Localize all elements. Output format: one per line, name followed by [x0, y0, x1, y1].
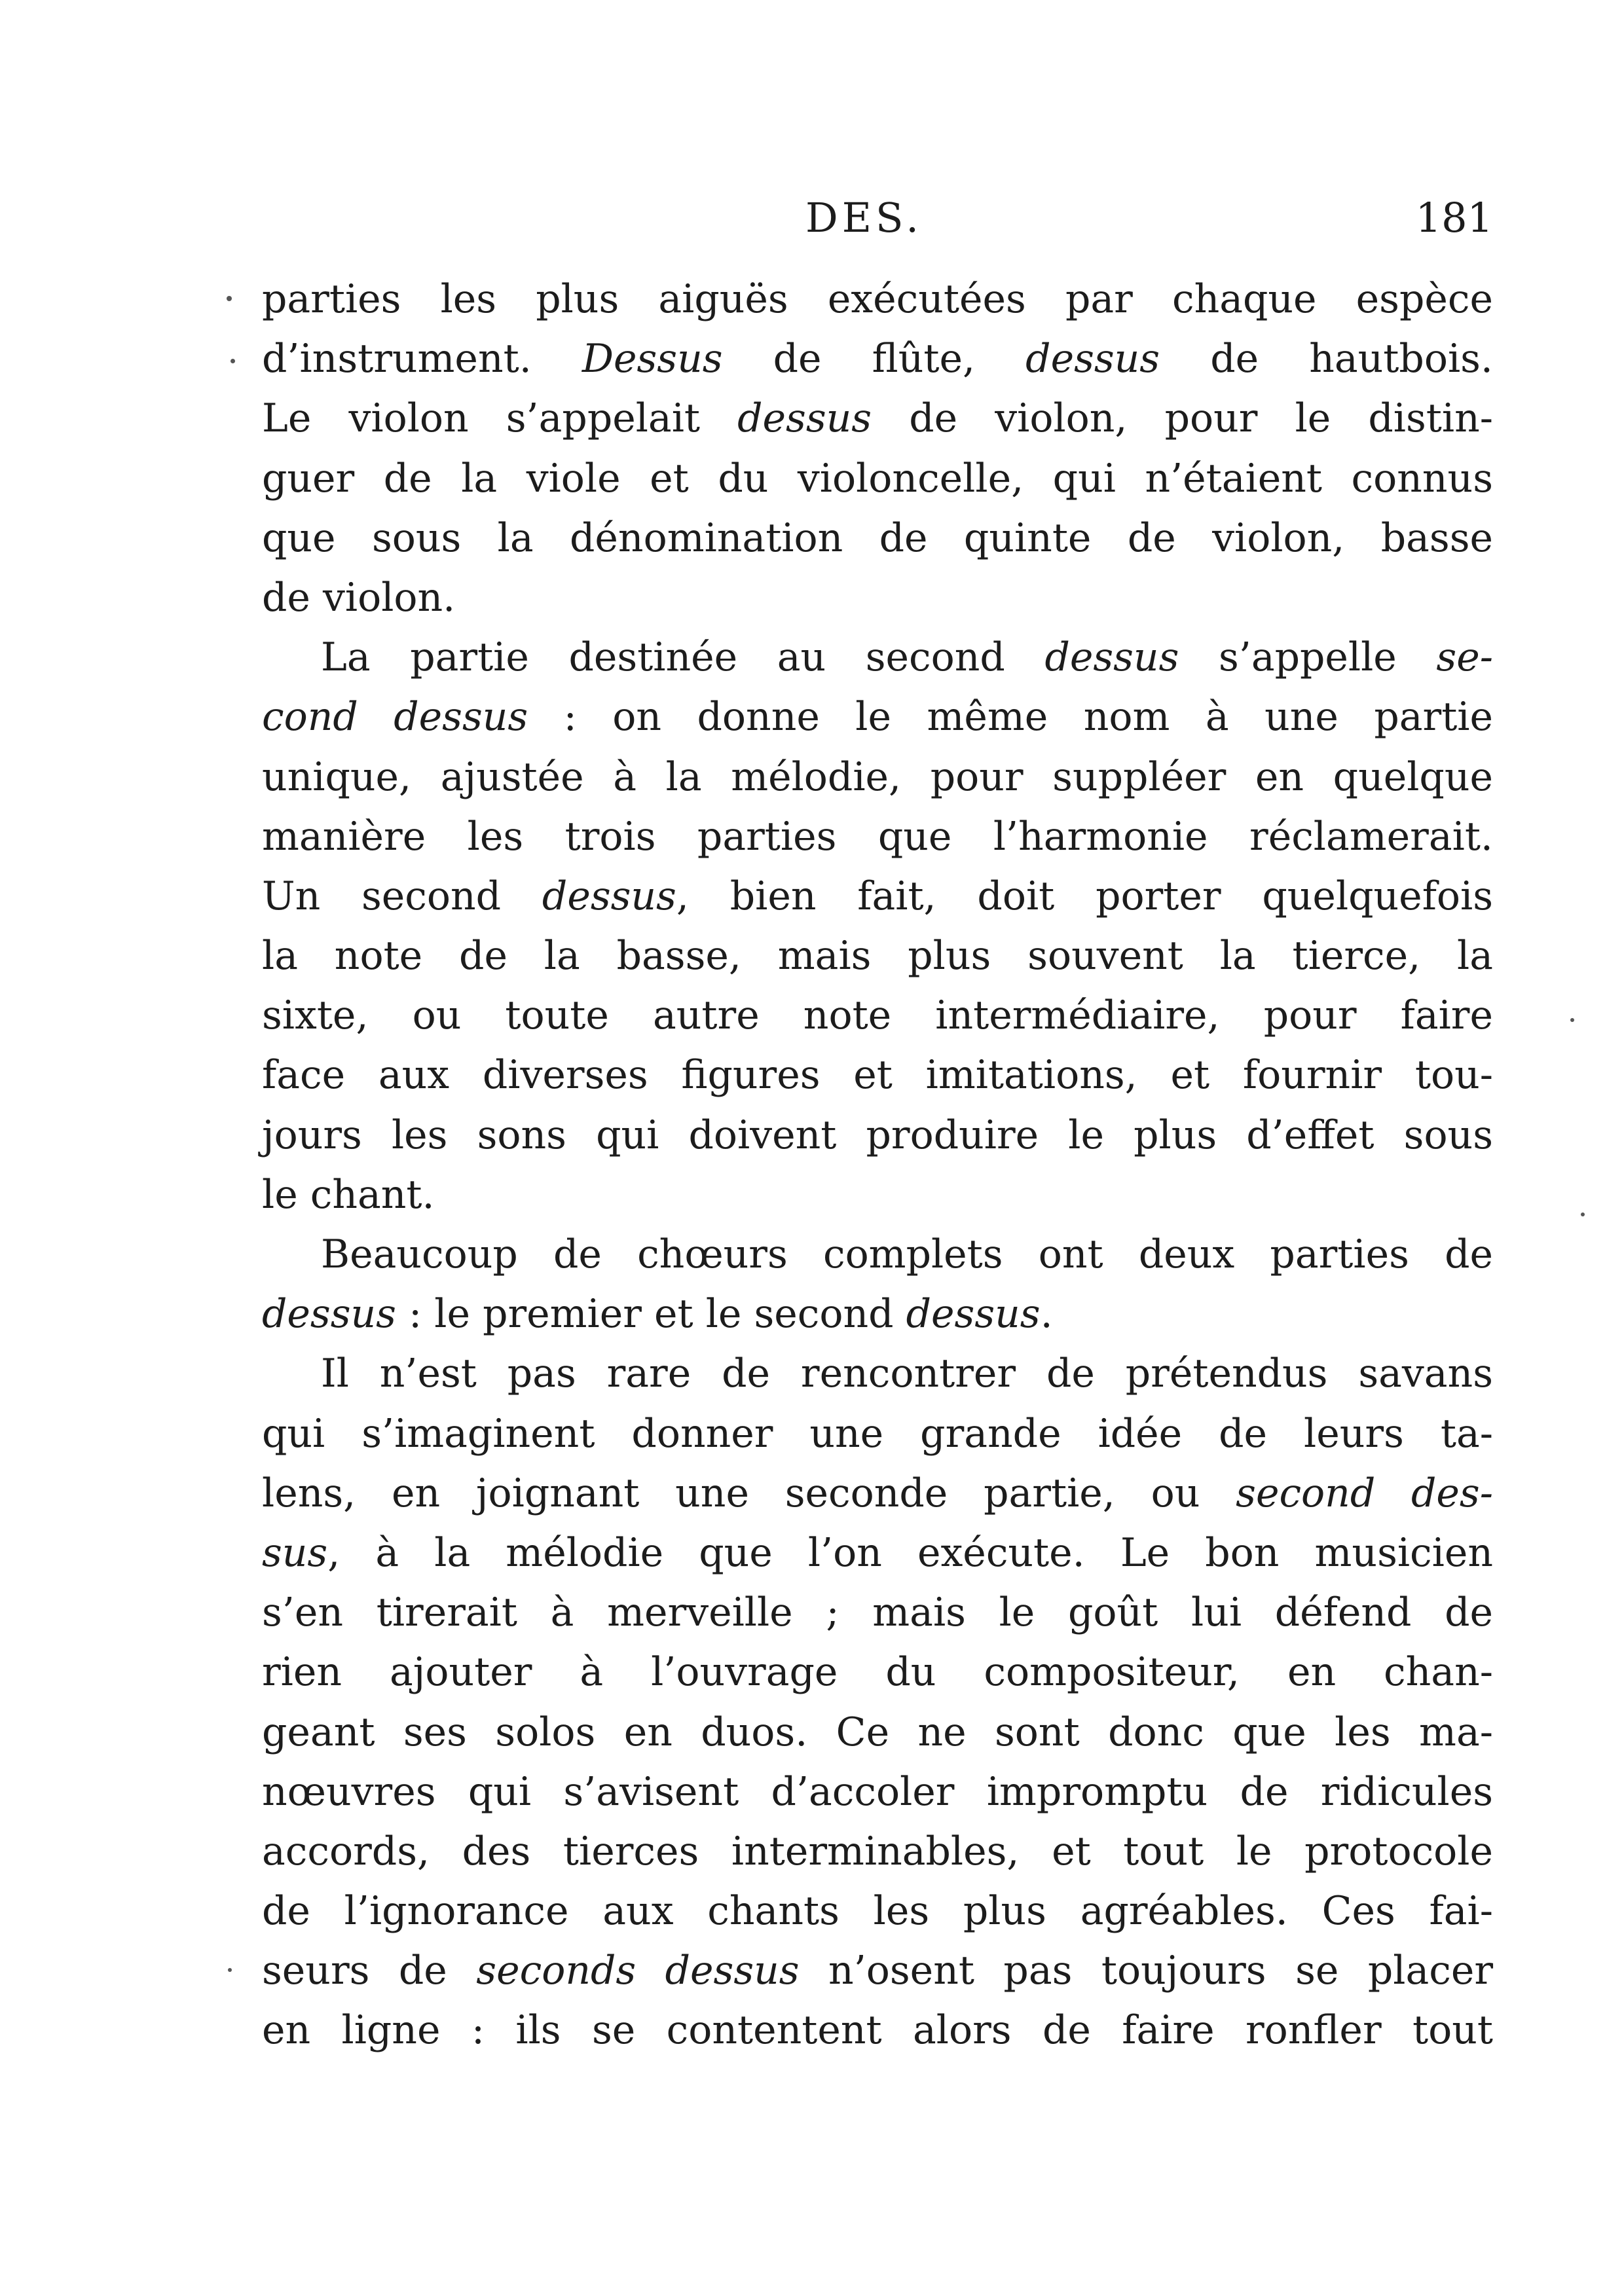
text-line — [262, 1464, 1493, 1523]
italic-term: Dessus — [581, 336, 723, 382]
text-line — [262, 1822, 1493, 1882]
text-run: geant ses solos en duos. Ce ne sont donc que les ma- — [262, 1709, 1493, 1755]
text-line — [262, 270, 1493, 329]
text-run: le chant. — [262, 1171, 435, 1218]
text-run: nœuvres qui s’avisent d’accoler impromptu de ridicules — [262, 1768, 1493, 1815]
text-line — [262, 1583, 1493, 1643]
text-line — [262, 509, 1493, 568]
text-run: la note de la basse, mais plus souvent la tierce, la — [262, 933, 1493, 979]
text-line — [262, 2001, 1493, 2060]
text-line — [262, 986, 1493, 1046]
text-run: qui s’imaginent donner une grande idée de leurs ta- — [262, 1410, 1493, 1457]
text-run: accords, des tierces interminables, et tout le protocole — [262, 1828, 1493, 1874]
text-run: unique, ajustée à la mélodie, pour suppléer en quelque — [262, 754, 1493, 800]
text-line — [262, 1285, 1493, 1344]
text-line — [262, 1046, 1493, 1105]
text-run: , bien fait, doit porter quelquefois — [676, 873, 1494, 919]
print-speck — [1581, 1212, 1585, 1216]
italic-term: second des- — [1236, 1470, 1493, 1516]
text-line — [262, 1106, 1493, 1165]
running-head-title: DES. — [805, 194, 923, 242]
page-number: 181 — [1415, 194, 1493, 242]
italic-term: dessus — [1044, 634, 1179, 681]
text-run: : le premier et le second — [396, 1291, 906, 1338]
italic-term: dessus — [542, 873, 676, 919]
text-line — [262, 1523, 1493, 1583]
text-line — [262, 449, 1493, 509]
text-run: seurs de — [262, 1948, 477, 1994]
print-speck — [1570, 1018, 1574, 1022]
italic-term: se- — [1436, 634, 1493, 681]
text-run: guer de la viole et du violoncelle, qui n’étaient connus — [262, 455, 1493, 501]
italic-term: cond dessus — [262, 694, 528, 740]
italic-term: dessus — [737, 395, 872, 442]
text-run: Le violon s’appelait — [262, 395, 738, 442]
text-run: face aux diverses figures et imitations, et fournir tou- — [262, 1052, 1493, 1099]
text-run: manière les trois parties que l’harmonie réclamerait. — [262, 813, 1493, 860]
text-run: de l’ignorance aux chants les plus agréables. Ces fai- — [262, 1888, 1493, 1935]
text-run: s’en tirerait à merveille ; mais le goût lui défend de — [262, 1590, 1493, 1636]
text-run: . — [1040, 1291, 1053, 1338]
text-run: en ligne : ils se contentent alors de faire ronfler tout — [262, 2007, 1493, 2054]
text-run: : on donne le même nom à une partie — [528, 694, 1493, 740]
text-line — [262, 748, 1493, 807]
print-speck — [231, 359, 235, 363]
text-run: de flûte, — [722, 336, 1026, 382]
italic-term: dessus — [1025, 336, 1160, 382]
text-run: Beaucoup de chœurs complets ont deux parties de — [321, 1231, 1493, 1277]
running-head — [262, 189, 1493, 247]
text-line — [262, 1882, 1493, 1941]
text-line — [262, 1643, 1493, 1702]
text-line — [262, 1703, 1493, 1762]
text-run: jours les sons qui doivent produire le plus d’effet sous — [262, 1112, 1493, 1158]
text-run: que sous la dénomination de quinte de violon, basse — [262, 515, 1493, 561]
italic-term: seconds dessus — [476, 1948, 800, 1994]
text-line — [262, 568, 1493, 628]
text-line — [262, 1225, 1493, 1285]
text-line — [262, 1344, 1493, 1404]
text-run: de hautbois. — [1160, 336, 1493, 382]
text-line — [262, 867, 1493, 926]
italic-term: dessus — [906, 1291, 1041, 1338]
text-run: Un second — [262, 873, 542, 919]
text-run: , à la mélodie que l’on exécute. Le bon musicien — [327, 1529, 1493, 1576]
text-line — [262, 628, 1493, 687]
text-line — [262, 1941, 1493, 2001]
body-text — [262, 270, 1493, 2061]
italic-term: sus — [262, 1529, 328, 1576]
text-run: s’appelle — [1179, 634, 1437, 681]
text-run: rien ajouter à l’ouvrage du compositeur, en chan- — [262, 1649, 1493, 1696]
text-line — [262, 687, 1493, 747]
text-line — [262, 807, 1493, 867]
text-line — [262, 389, 1493, 448]
text-run: parties les plus aiguës exécutées par chaque espèce — [262, 276, 1493, 322]
text-line — [262, 1762, 1493, 1822]
print-speck — [227, 296, 232, 301]
text-run: La partie destinée au second — [321, 634, 1045, 681]
text-run: sixte, ou toute autre note intermédiaire, pour faire — [262, 993, 1493, 1039]
italic-term: dessus — [262, 1291, 396, 1338]
text-run: n’osent pas toujours se placer — [799, 1948, 1494, 1994]
text-run: lens, en joignant une seconde partie, ou — [262, 1470, 1236, 1516]
text-line — [262, 329, 1493, 389]
text-line — [262, 1165, 1493, 1225]
text-line — [262, 1404, 1493, 1464]
text-run: de violon. — [262, 574, 456, 621]
text-line — [262, 926, 1493, 986]
text-run: d’instrument. — [262, 336, 582, 382]
print-speck — [228, 1968, 232, 1972]
text-run: Il n’est pas rare de rencontrer de prétendus savans — [321, 1351, 1493, 1397]
text-run: de violon, pour le distin- — [872, 395, 1494, 442]
